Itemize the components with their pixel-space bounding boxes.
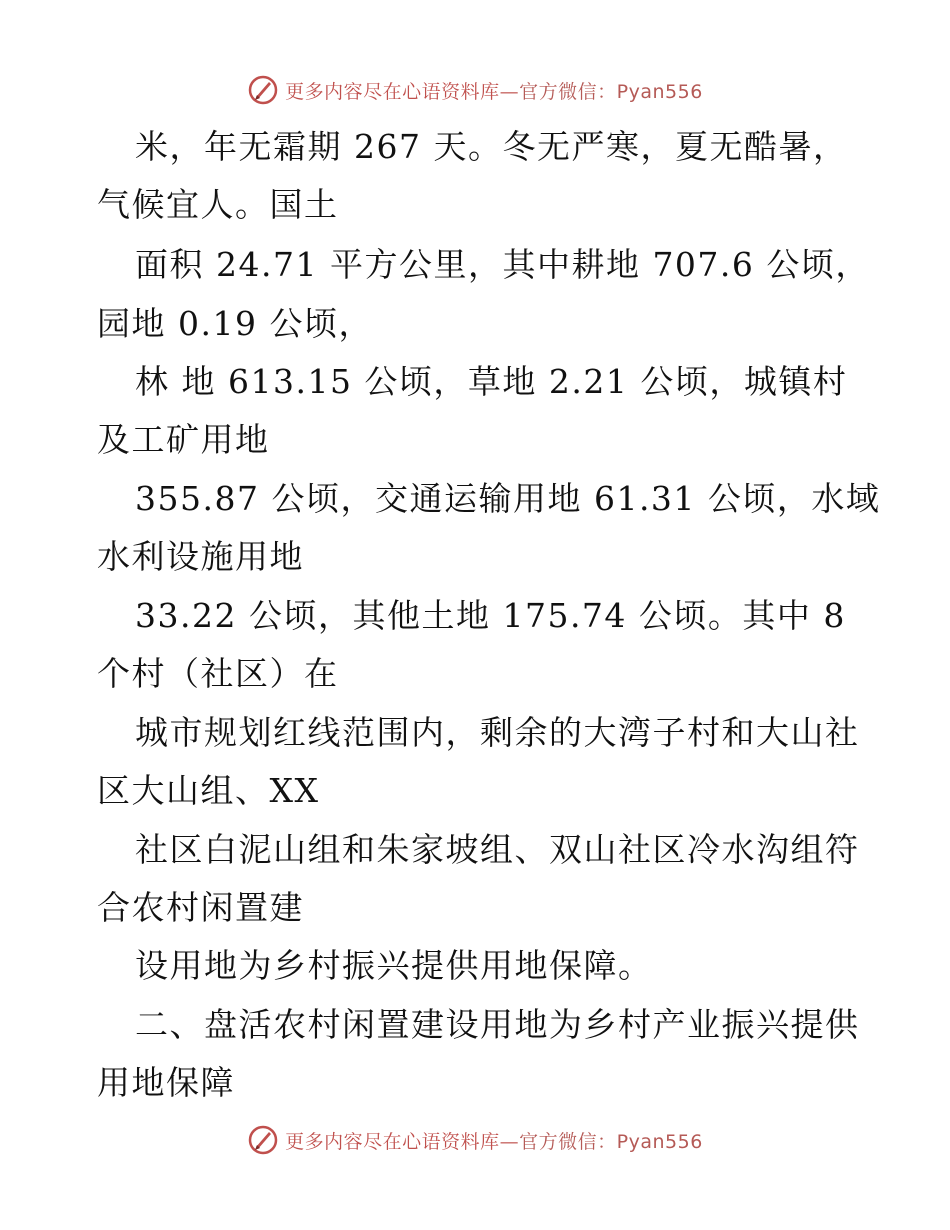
text-line: 林 地 613.15 公顷，草地 2.21 公顷，城镇村 — [135, 362, 848, 401]
text-line: 33.22 公顷，其他土地 175.74 公顷。其中 8 — [135, 596, 846, 635]
text-line: 合农村闲置建 — [97, 888, 304, 927]
quill-seal-icon — [247, 1124, 279, 1156]
watermark-text: 更多内容尽在心语资料库—官方微信：Pyan556 — [285, 1130, 703, 1153]
text-line: 社区白泥山组和朱家坡组、双山社区冷水沟组符 — [135, 830, 860, 869]
watermark-text: 更多内容尽在心语资料库—官方微信：Pyan556 — [285, 80, 703, 103]
text-line: 设用地为乡村振兴提供用地保障。 — [135, 946, 653, 985]
header-watermark — [0, 70, 950, 110]
text-line: 及工矿用地 — [97, 420, 270, 459]
section-heading: 二、盘活农村闲置建设用地为乡村产业振兴提供 — [135, 1005, 860, 1044]
section-heading-cont: 用地保障 — [97, 1063, 235, 1102]
text-line: 面积 24.71 平方公里，其中耕地 707.6 公顷， — [135, 245, 870, 284]
text-line: 园地 0.19 公顷， — [97, 304, 373, 343]
text-line: 区大山组、XX — [97, 771, 320, 810]
text-line: 个村（社区）在 — [97, 654, 339, 693]
text-line: 水利设施用地 — [97, 537, 304, 576]
footer-watermark — [0, 1120, 950, 1160]
text-line: 城市规划红线范围内，剩余的大湾子村和大山社 — [135, 713, 860, 752]
text-line: 气候宜人。国土 — [97, 185, 339, 224]
quill-seal-icon — [247, 74, 279, 106]
text-line: 355.87 公顷，交通运输用地 61.31 公顷，水域 — [135, 479, 881, 518]
text-line: 米，年无霜期 267 天。冬无严寒，夏无酷暑， — [135, 127, 848, 166]
